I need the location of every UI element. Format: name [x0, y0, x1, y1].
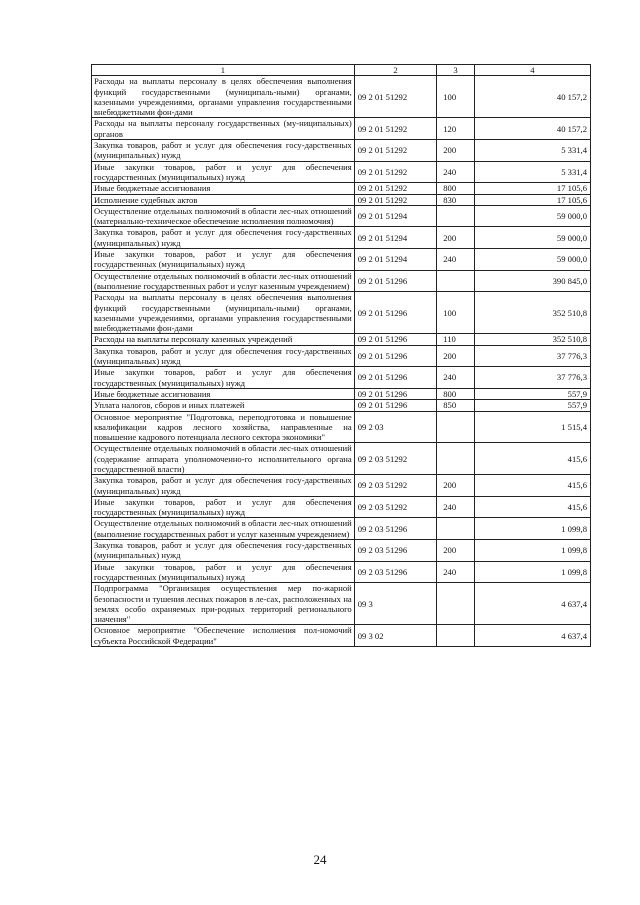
row-type: 800 [437, 388, 475, 399]
row-amount: 4 637,4 [474, 625, 590, 647]
header-col-1: 1 [92, 65, 355, 76]
row-code: 09 2 01 51296 [354, 270, 436, 292]
row-amount: 5 331,4 [474, 140, 590, 162]
row-code: 09 2 03 51292 [354, 443, 436, 475]
row-name: Исполнение судебных актов [92, 194, 355, 205]
row-code: 09 2 01 51296 [354, 345, 436, 367]
row-code: 09 2 03 51296 [354, 540, 436, 562]
row-code: 09 2 01 51292 [354, 76, 436, 118]
row-code: 09 3 [354, 583, 436, 625]
row-name: Иные закупки товаров, работ и услуг для обеспечения государственных (муниципальных) нужд [92, 161, 355, 183]
row-name: Осуществление отдельных полномочий в области лес-ных отношений (выполнение государственных работ и услуг казенным учреждением) [92, 518, 355, 540]
row-code: 09 2 01 51292 [354, 183, 436, 194]
table-row [92, 227, 591, 249]
header-col-3: 3 [437, 65, 475, 76]
row-type [437, 270, 475, 292]
row-name: Расходы на выплаты персоналу в целях обеспечения выполнения функций государственными (муниципаль-ными) органами, казенными учреждениями, органами управления государственными внебюджетными фон-дами [92, 76, 355, 118]
row-amount: 415,6 [474, 475, 590, 497]
row-code: 09 2 01 51292 [354, 140, 436, 162]
table-row [92, 540, 591, 562]
table-row [92, 561, 591, 583]
row-type: 800 [437, 183, 475, 194]
table-row [92, 205, 591, 227]
row-amount: 37 776,3 [474, 345, 590, 367]
table-header-row [92, 65, 591, 76]
row-code: 09 2 01 51292 [354, 118, 436, 140]
row-name: Основное мероприятие "Подготовка, переподготовка и повышение квалификации кадров лесного хозяйства, направленные на повышение кадрового потенциала лесного сектора экономики" [92, 411, 355, 443]
row-name: Осуществление отдельных полномочий в области лес-ных отношений (содержание аппарата уполномоченно-го исполнительного органа государственной власти) [92, 443, 355, 475]
row-type: 240 [437, 561, 475, 583]
header-col-2: 2 [354, 65, 436, 76]
row-type: 830 [437, 194, 475, 205]
row-name: Расходы на выплаты персоналу казенных учреждений [92, 334, 355, 345]
row-type: 110 [437, 334, 475, 345]
row-type [437, 411, 475, 443]
row-code: 09 2 01 51294 [354, 249, 436, 271]
row-amount: 1 515,4 [474, 411, 590, 443]
row-code: 09 2 03 [354, 411, 436, 443]
row-type: 200 [437, 140, 475, 162]
table-row [92, 140, 591, 162]
row-name: Иные закупки товаров, работ и услуг для обеспечения государственных (муниципальных) нужд [92, 561, 355, 583]
row-name: Закупка товаров, работ и услуг для обеспечения госу-дарственных (муниципальных) нужд [92, 227, 355, 249]
row-type: 200 [437, 345, 475, 367]
row-code: 09 2 01 51296 [354, 388, 436, 399]
row-amount: 1 099,8 [474, 518, 590, 540]
table-row [92, 292, 591, 334]
row-amount: 40 157,2 [474, 118, 590, 140]
row-amount: 390 845,0 [474, 270, 590, 292]
row-code: 09 2 01 51296 [354, 400, 436, 411]
row-name: Закупка товаров, работ и услуг для обеспечения госу-дарственных (муниципальных) нужд [92, 140, 355, 162]
row-code: 09 2 03 51292 [354, 496, 436, 518]
row-type [437, 205, 475, 227]
row-code: 09 2 01 51292 [354, 161, 436, 183]
row-name: Иные закупки товаров, работ и услуг для обеспечения государственных (муниципальных) нужд [92, 496, 355, 518]
table-row [92, 625, 591, 647]
table-row [92, 334, 591, 345]
row-name: Подпрограмма "Организация осуществления мер по-жарной безопасности и тушения лесных пожаров в ле-сах, расположенных на землях особо охраняемых при-родных территорий регионального значения" [92, 583, 355, 625]
row-type: 200 [437, 227, 475, 249]
table-row [92, 367, 591, 389]
table-row [92, 161, 591, 183]
row-type [437, 518, 475, 540]
table-row [92, 76, 591, 118]
row-type: 240 [437, 249, 475, 271]
row-amount: 352 510,8 [474, 334, 590, 345]
table-row [92, 443, 591, 475]
row-type: 100 [437, 76, 475, 118]
page-number: 24 [313, 852, 327, 867]
header-col-4: 4 [474, 65, 590, 76]
table-row [92, 400, 591, 411]
row-amount: 17 105,6 [474, 183, 590, 194]
row-type: 100 [437, 292, 475, 334]
row-code: 09 2 01 51292 [354, 194, 436, 205]
budget-table [91, 64, 591, 647]
row-type [437, 443, 475, 475]
table-row [92, 194, 591, 205]
row-name: Закупка товаров, работ и услуг для обеспечения госу-дарственных (муниципальных) нужд [92, 345, 355, 367]
row-name: Закупка товаров, работ и услуг для обеспечения госу-дарственных (муниципальных) нужд [92, 475, 355, 497]
table-row [92, 583, 591, 625]
row-type: 120 [437, 118, 475, 140]
row-type: 200 [437, 540, 475, 562]
row-name: Уплата налогов, сборов и иных платежей [92, 400, 355, 411]
table-row [92, 388, 591, 399]
row-amount: 557,9 [474, 388, 590, 399]
row-amount: 352 510,8 [474, 292, 590, 334]
budget-table-body [92, 65, 591, 647]
row-name: Осуществление отдельных полномочий в области лес-ных отношений (материально-техническое обеспечение исполнения полномочия) [92, 205, 355, 227]
row-name: Расходы на выплаты персоналу в целях обеспечения выполнения функций государственными (муниципаль-ными) органами, казенными учреждениями, органами управления государственными внебюджетными фон-дами [92, 292, 355, 334]
row-amount: 17 105,6 [474, 194, 590, 205]
row-type [437, 625, 475, 647]
table-row [92, 345, 591, 367]
row-type: 240 [437, 367, 475, 389]
row-name: Осуществление отдельных полномочий в области лес-ных отношений (выполнение государственных работ и услуг казенным учреждением) [92, 270, 355, 292]
table-row [92, 518, 591, 540]
row-amount: 59 000,0 [474, 227, 590, 249]
row-name: Иные закупки товаров, работ и услуг для обеспечения государственных (муниципальных) нужд [92, 367, 355, 389]
row-amount: 1 099,8 [474, 561, 590, 583]
table-row [92, 183, 591, 194]
row-type: 240 [437, 161, 475, 183]
row-code: 09 2 03 51292 [354, 475, 436, 497]
table-row [92, 270, 591, 292]
row-amount: 4 637,4 [474, 583, 590, 625]
row-type: 850 [437, 400, 475, 411]
row-amount: 557,9 [474, 400, 590, 411]
row-code: 09 2 01 51296 [354, 367, 436, 389]
row-code: 09 2 01 51296 [354, 292, 436, 334]
row-code: 09 2 03 51296 [354, 561, 436, 583]
table-row [92, 411, 591, 443]
row-code: 09 2 01 51294 [354, 227, 436, 249]
row-amount: 40 157,2 [474, 76, 590, 118]
table-row [92, 118, 591, 140]
row-type: 240 [437, 496, 475, 518]
table-row [92, 475, 591, 497]
row-amount: 415,6 [474, 496, 590, 518]
row-type: 200 [437, 475, 475, 497]
row-code: 09 2 01 51296 [354, 334, 436, 345]
row-name: Расходы на выплаты персоналу государственных (му-ниципальных) органов [92, 118, 355, 140]
row-name: Иные бюджетные ассигнования [92, 388, 355, 399]
table-row [92, 249, 591, 271]
table-row [92, 496, 591, 518]
row-amount: 59 000,0 [474, 249, 590, 271]
row-amount: 415,6 [474, 443, 590, 475]
row-amount: 5 331,4 [474, 161, 590, 183]
row-code: 09 2 01 51294 [354, 205, 436, 227]
budget-table-sheet [91, 64, 591, 647]
row-code: 09 2 03 51296 [354, 518, 436, 540]
row-name: Иные бюджетные ассигнования [92, 183, 355, 194]
row-type [437, 583, 475, 625]
row-name: Иные закупки товаров, работ и услуг для обеспечения государственных (муниципальных) нужд [92, 249, 355, 271]
row-amount: 37 776,3 [474, 367, 590, 389]
row-name: Основное мероприятие "Обеспечение исполнения пол-номочий субъекта Российской Федерации" [92, 625, 355, 647]
row-amount: 1 099,8 [474, 540, 590, 562]
row-amount: 59 000,0 [474, 205, 590, 227]
row-code: 09 3 02 [354, 625, 436, 647]
row-name: Закупка товаров, работ и услуг для обеспечения госу-дарственных (муниципальных) нужд [92, 540, 355, 562]
